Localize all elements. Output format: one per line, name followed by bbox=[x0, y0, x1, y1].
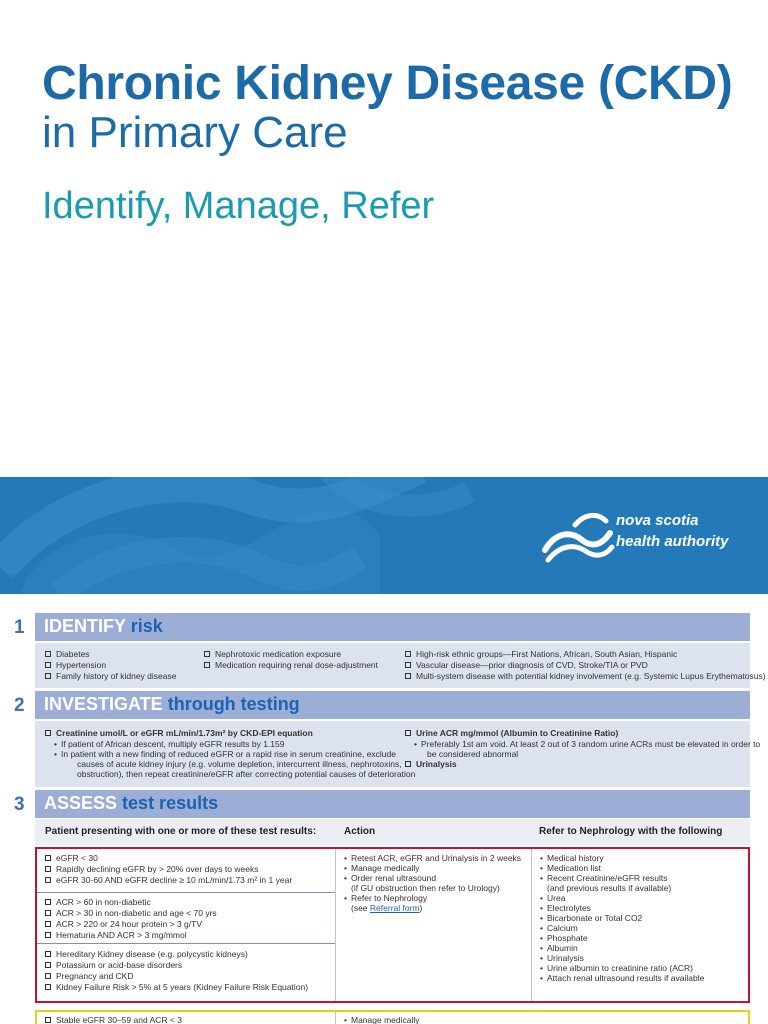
page-title-line2: in Primary Care bbox=[42, 108, 348, 157]
checkbox-icon bbox=[45, 673, 51, 679]
checkbox-icon bbox=[405, 662, 411, 668]
section-number-1: 1 bbox=[14, 617, 25, 638]
section-heading-a: ASSESS bbox=[44, 793, 118, 813]
checkbox-icon bbox=[45, 855, 51, 861]
section-heading-b: risk bbox=[130, 616, 163, 636]
risk-column-3 bbox=[405, 649, 766, 682]
checkbox-icon bbox=[405, 673, 411, 679]
checkbox-icon bbox=[204, 651, 210, 657]
checkbox-icon bbox=[405, 730, 411, 736]
checkbox-icon bbox=[45, 910, 51, 916]
result-group-other: Hereditary Kidney disease (e.g. polycystic kidneys) Potassium or acid-base disorders Pregnancy and CKD Kidney Failure Risk > 5% at 5 years (Kidney Failure Risk Equation) bbox=[45, 949, 308, 993]
checklist-item: Hypertension bbox=[45, 660, 176, 671]
checklist-item: Nephrotoxic medication exposure bbox=[204, 649, 378, 660]
section-investigate-body bbox=[35, 721, 761, 787]
column-header-refer: Refer to Nephrology with the following bbox=[539, 826, 723, 837]
section-heading-b: test results bbox=[122, 793, 219, 813]
checkbox-icon bbox=[45, 651, 51, 657]
checklist-item: Vascular disease—prior diagnosis of CVD, Stroke/TIA or PVD bbox=[405, 660, 766, 671]
referral-form-link[interactable]: Referral form bbox=[369, 903, 420, 913]
checkbox-icon bbox=[45, 899, 51, 905]
section-identify-header bbox=[35, 613, 750, 641]
logo-text-line2: health authority bbox=[616, 533, 729, 550]
section-identify-body bbox=[35, 643, 766, 688]
checkbox-icon bbox=[45, 962, 51, 968]
section-heading-a: INVESTIGATE bbox=[44, 694, 163, 714]
section-number-3: 3 bbox=[14, 794, 25, 815]
creatinine-test: Creatinine umol/L or eGFR mL/min/1.73m² by CKD-EPI equation • If patient of African descent, multiply eGFR results by 1.159 • In patient with a new finding of reduced eGFR or a rapid rise in serum creatinine, exclude causes of acute kidney injury (e.g. volume depletion, intercurrent illness, nephrotoxins, obstruction), then repeat creatinine/eGFR after correcting potential causes of deterioration bbox=[45, 728, 415, 779]
risk-column-2 bbox=[204, 649, 378, 671]
section-number-2: 2 bbox=[14, 695, 25, 716]
section-heading-b: through testing bbox=[167, 694, 300, 714]
section-investigate-header bbox=[35, 691, 750, 719]
checkbox-icon bbox=[204, 662, 210, 668]
risk-column-1 bbox=[45, 649, 176, 682]
checkbox-icon bbox=[405, 651, 411, 657]
checkbox-icon bbox=[405, 761, 411, 767]
urgent-referral-box bbox=[35, 847, 750, 1003]
checkbox-icon bbox=[45, 921, 51, 927]
checklist-item: High-risk ethnic groups—First Nations, African, South Asian, Hispanic bbox=[405, 649, 766, 660]
column-header-patient: Patient presenting with one or more of these test results: bbox=[45, 826, 317, 837]
checkbox-icon bbox=[45, 973, 51, 979]
checkbox-icon bbox=[45, 932, 51, 938]
urine-acr-test: Urine ACR mg/mmol (Albumin to Creatinine Ratio) • Preferably 1st am void. At least 2 out of 3 random urine ACRs must be elevated in order to be considered abnormal Urinalysis bbox=[405, 728, 760, 770]
checkbox-icon bbox=[45, 951, 51, 957]
checkbox-icon bbox=[45, 984, 51, 990]
page-title: Chronic Kidney Disease (CKD) bbox=[42, 57, 733, 110]
checklist-item: Multi-system disease with potential kidney involvement (e.g. Systemic Lupus Erythematosus) bbox=[405, 671, 766, 682]
checkbox-icon bbox=[45, 877, 51, 883]
checkbox-icon bbox=[45, 866, 51, 872]
checklist-item: Family history of kidney disease bbox=[45, 671, 176, 682]
referral-requirements-list: • Medical history • Medication list • Recent Creatinine/eGFR results (and previous results if available) • Urea • Electrolytes • Bicarbonate or Total CO2 • Calcium • Phosphate • Albumin • Urinalysis • Urine albumin to creatinine ratio (ACR) • Attach renal ultrasound results if available bbox=[531, 853, 704, 983]
section-assess-header bbox=[35, 790, 750, 818]
checkbox-icon bbox=[45, 662, 51, 668]
section-heading-a: IDENTIFY bbox=[44, 616, 126, 636]
checklist-item: Diabetes bbox=[45, 649, 176, 660]
stable-manage-box: Stable eGFR 30–59 and ACR < 3 • Manage medically bbox=[35, 1010, 750, 1024]
action-list: • Retest ACR, eGFR and Urinalysis in 2 weeks • Manage medically • Order renal ultrasound (if GU obstruction then refer to Urology) • Refer to Nephrology (see Referral form) bbox=[335, 853, 521, 913]
checkbox-icon bbox=[45, 1017, 51, 1023]
result-group-acr: ACR > 60 in non-diabetic ACR > 30 in non-diabetic and age < 70 yrs ACR > 220 or 24 hour protein > 3 g/TV Hematuria AND ACR > 3 mg/mmol bbox=[45, 897, 217, 941]
checkbox-icon bbox=[45, 730, 51, 736]
column-header-action: Action bbox=[344, 826, 376, 837]
logo-text-line1: nova scotia bbox=[616, 512, 699, 529]
checklist-item: Medication requiring renal dose-adjustment bbox=[204, 660, 378, 671]
page-subtitle: Identify, Manage, Refer bbox=[42, 185, 435, 227]
result-group-egfr: eGFR < 30 Rapidly declining eGFR by > 20% over days to weeks eGFR 30-60 AND eGFR decline ≥ 10 mL/min/1.73 m² in 1 year bbox=[45, 853, 292, 886]
cover-header bbox=[0, 0, 768, 477]
